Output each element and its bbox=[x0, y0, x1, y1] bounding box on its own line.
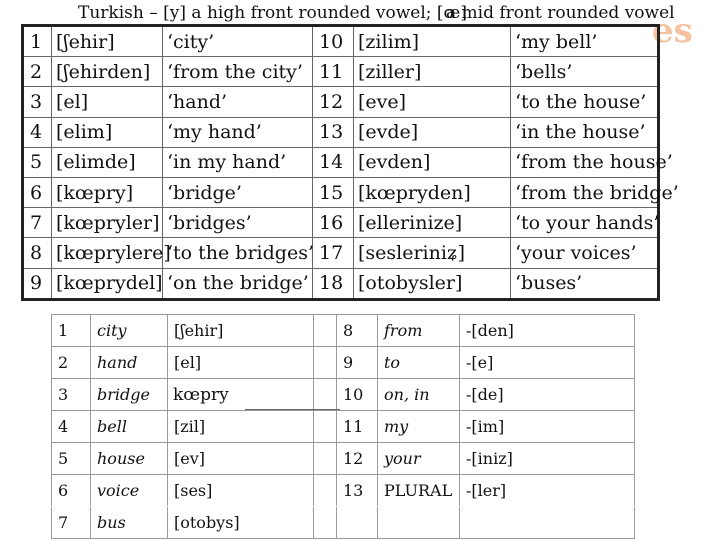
table-row bbox=[52, 475, 635, 507]
table-row bbox=[23, 147, 659, 177]
morpheme-gloss: my bbox=[378, 411, 460, 443]
morpheme-gloss: city bbox=[91, 315, 168, 347]
item-number: 3 bbox=[23, 87, 52, 117]
item-number: 12 bbox=[313, 87, 354, 117]
table-row bbox=[23, 57, 659, 87]
turkish-word: [kœpryler] bbox=[52, 208, 163, 238]
morpheme-form: [el] bbox=[168, 347, 314, 379]
morpheme-form: [ses] bbox=[168, 475, 314, 507]
turkish-word: [ʃehirden] bbox=[52, 57, 163, 87]
english-gloss: ‘buses’ bbox=[511, 268, 659, 299]
morpheme-number: 3 bbox=[52, 379, 91, 411]
english-gloss: ‘to your hands’ bbox=[511, 208, 659, 238]
overlay-underline bbox=[245, 409, 340, 410]
morpheme-gloss: to bbox=[378, 347, 460, 379]
turkish-word: [elimde] bbox=[52, 147, 163, 177]
english-gloss: ‘city’ bbox=[163, 26, 313, 57]
table-row bbox=[23, 208, 659, 238]
morpheme-gloss: your bbox=[378, 443, 460, 475]
morpheme-number: 10 bbox=[337, 379, 378, 411]
morpheme-gloss: PLURAL bbox=[378, 475, 460, 507]
item-number: 10 bbox=[313, 26, 354, 57]
morpheme-form: [ev] bbox=[168, 443, 314, 475]
morpheme-number: 8 bbox=[337, 315, 378, 347]
english-gloss: ‘to the bridges’ bbox=[163, 238, 313, 268]
morpheme-gloss bbox=[378, 507, 460, 539]
morpheme-number: 9 bbox=[337, 347, 378, 379]
turkish-word: [elim] bbox=[52, 117, 163, 147]
spacer-cell bbox=[314, 379, 337, 411]
table-row bbox=[52, 443, 635, 475]
morpheme-form: -[e] bbox=[460, 347, 635, 379]
english-gloss: ‘bridge’ bbox=[163, 177, 313, 207]
morpheme-form: -[den] bbox=[460, 315, 635, 347]
item-number: 2 bbox=[23, 57, 52, 87]
spacer-cell bbox=[314, 475, 337, 507]
english-gloss: ‘from the city’ bbox=[163, 57, 313, 87]
item-number: 1 bbox=[23, 26, 52, 57]
item-number: 11 bbox=[313, 57, 354, 87]
morpheme-number: 1 bbox=[52, 315, 91, 347]
table-row bbox=[23, 177, 659, 207]
morpheme-number bbox=[337, 507, 378, 539]
morpheme-number: 12 bbox=[337, 443, 378, 475]
morpheme-gloss: bridge bbox=[91, 379, 168, 411]
morpheme-number: 13 bbox=[337, 475, 378, 507]
english-gloss: ‘your voices’ bbox=[511, 238, 659, 268]
spacer-cell bbox=[314, 443, 337, 475]
morpheme-form: -[de] bbox=[460, 379, 635, 411]
english-gloss: ‘hand’ bbox=[163, 87, 313, 117]
caption-right: a mid front rounded vowel bbox=[446, 3, 675, 23]
turkish-word: [ziller] bbox=[354, 57, 511, 87]
english-gloss: ‘in my hand’ bbox=[163, 147, 313, 177]
table-row bbox=[23, 117, 659, 147]
spacer-cell bbox=[314, 411, 337, 443]
item-number: 13 bbox=[313, 117, 354, 147]
morpheme-gloss: house bbox=[91, 443, 168, 475]
turkish-word: [kœpryden] bbox=[354, 177, 511, 207]
spacer-cell bbox=[314, 315, 337, 347]
spacer-cell bbox=[314, 347, 337, 379]
table-row bbox=[23, 26, 659, 57]
english-gloss: ‘from the house’ bbox=[511, 147, 659, 177]
item-number: 4 bbox=[23, 117, 52, 147]
caption bbox=[78, 3, 675, 23]
morpheme-form: [ʃehir] bbox=[168, 315, 314, 347]
answer-overlay: kœpry bbox=[169, 380, 303, 410]
item-number: 7 bbox=[23, 208, 52, 238]
item-number: 9 bbox=[23, 268, 52, 299]
morpheme-gloss: voice bbox=[91, 475, 168, 507]
english-gloss: ‘bridges’ bbox=[163, 208, 313, 238]
turkish-word: [eve] bbox=[354, 87, 511, 117]
morpheme-form: [otobys] bbox=[168, 507, 314, 539]
morpheme-form: -[iniz] bbox=[460, 443, 635, 475]
morpheme-form bbox=[460, 507, 635, 539]
table-row bbox=[52, 411, 635, 443]
morpheme-form: [zil] bbox=[168, 411, 314, 443]
turkish-word: [el] bbox=[52, 87, 163, 117]
item-number: 18 bbox=[313, 268, 354, 299]
turkish-words-table bbox=[21, 24, 679, 301]
morpheme-gloss: bell bbox=[91, 411, 168, 443]
svg-text:es: es bbox=[652, 11, 693, 51]
turkish-word: [sesleriniʑ] bbox=[354, 238, 511, 268]
table-row bbox=[23, 268, 659, 299]
morpheme-number: 7 bbox=[52, 507, 91, 539]
table-row bbox=[52, 315, 635, 347]
turkish-word: [kœprylere] bbox=[52, 238, 163, 268]
table-row bbox=[52, 347, 635, 379]
turkish-word: [zilim] bbox=[354, 26, 511, 57]
morpheme-number: 4 bbox=[52, 411, 91, 443]
turkish-word: [ʃehir] bbox=[52, 26, 163, 57]
morpheme-number: 6 bbox=[52, 475, 91, 507]
morpheme-gloss: hand bbox=[91, 347, 168, 379]
item-number: 6 bbox=[23, 177, 52, 207]
morpheme-number: 11 bbox=[337, 411, 378, 443]
morpheme-number: 5 bbox=[52, 443, 91, 475]
english-gloss: ‘my hand’ bbox=[163, 117, 313, 147]
spacer-cell bbox=[314, 507, 337, 539]
table-row bbox=[23, 87, 659, 117]
english-gloss: ‘in the house’ bbox=[511, 117, 659, 147]
table-row bbox=[52, 379, 635, 411]
turkish-word: [evde] bbox=[354, 117, 511, 147]
english-gloss: ‘bells’ bbox=[511, 57, 659, 87]
turkish-word: [ellerinize] bbox=[354, 208, 511, 238]
morpheme-number: 2 bbox=[52, 347, 91, 379]
morpheme-gloss: on, in bbox=[378, 379, 460, 411]
item-number: 16 bbox=[313, 208, 354, 238]
item-number: 5 bbox=[23, 147, 52, 177]
turkish-word: [otobysler] bbox=[354, 268, 511, 299]
table-row bbox=[23, 238, 659, 268]
morpheme-gloss: bus bbox=[91, 507, 168, 539]
turkish-word: [kœprydel] bbox=[52, 268, 163, 299]
item-number: 17 bbox=[313, 238, 354, 268]
english-gloss: ‘my bell’ bbox=[511, 26, 659, 57]
table-row bbox=[52, 507, 635, 539]
caption-left: Turkish – [y] a high front rounded vowel; [œ] bbox=[78, 3, 467, 23]
morpheme-gloss: from bbox=[378, 315, 460, 347]
english-gloss: ‘from the bridge’ bbox=[511, 177, 659, 207]
english-gloss: ‘to the house’ bbox=[511, 87, 659, 117]
morpheme-form: -[im] bbox=[460, 411, 635, 443]
item-number: 15 bbox=[313, 177, 354, 207]
item-number: 8 bbox=[23, 238, 52, 268]
turkish-word: [kœpry] bbox=[52, 177, 163, 207]
english-gloss: ‘on the bridge’ bbox=[163, 268, 313, 299]
morpheme-form: -[ler] bbox=[460, 475, 635, 507]
turkish-word: [evden] bbox=[354, 147, 511, 177]
item-number: 14 bbox=[313, 147, 354, 177]
morpheme-table bbox=[51, 314, 635, 539]
